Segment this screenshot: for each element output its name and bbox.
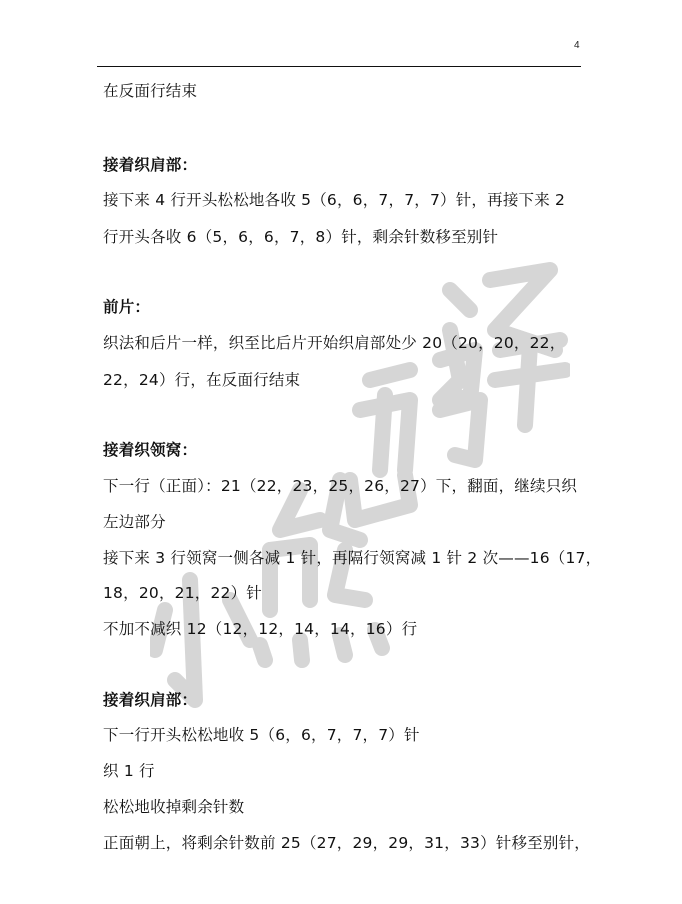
watermark-stroke — [380, 395, 385, 470]
text-line: 不加不减织 12（12，12，14，14，16）行 — [103, 620, 418, 638]
page-number: 4 — [574, 40, 580, 51]
header-rule — [97, 66, 581, 67]
text-line: 左边部分 — [103, 513, 166, 531]
watermark-stroke — [450, 290, 470, 310]
text-line: 织 1 行 — [103, 762, 155, 780]
watermark-stroke — [525, 345, 530, 425]
text-line: 行开头各收 6（5，6，6，7，8）针，剩余针数移至别针 — [103, 228, 499, 246]
watermark-stroke — [440, 350, 475, 400]
text-line: 在反面行结束 — [103, 82, 198, 100]
watermark-stroke — [280, 490, 320, 530]
text-line: 接下来 4 行开头松松地各收 5（6，6，7，7，7）针，再接下来 2 — [103, 191, 566, 209]
text-line: 织法和后片一样，织至比后片开始织肩部处少 20（20，20，22， — [103, 334, 566, 352]
watermark-stroke — [360, 400, 410, 470]
watermark-stroke — [495, 370, 565, 380]
text-line: 下一行开头松松地收 5（6，6，7，7，7）针 — [103, 726, 420, 744]
section-heading: 接着织肩部： — [103, 156, 198, 174]
text-line: 18，20，21，22）针 — [103, 584, 262, 602]
watermark-stroke — [440, 400, 480, 460]
watermark-stroke — [370, 370, 410, 380]
section-heading: 前片： — [103, 298, 151, 316]
text-line: 正面朝上，将剩余针数前 25（27，29，29，31，33）针移至别针， — [103, 834, 590, 852]
text-line: 下一行（正面）：21（22，23，25，26，27）下，翻面，继续只织 — [103, 477, 578, 495]
text-line: 接下来 3 行领窝一侧各减 1 针，再隔行领窝减 1 针 2 次——16（17， — [103, 549, 602, 567]
text-line: 松松地收掉剩余针数 — [103, 798, 245, 816]
section-heading: 接着织肩部： — [103, 691, 198, 709]
text-line: 22，24）行，在反面行结束 — [103, 371, 301, 389]
section-heading: 接着织领窝： — [103, 441, 198, 459]
